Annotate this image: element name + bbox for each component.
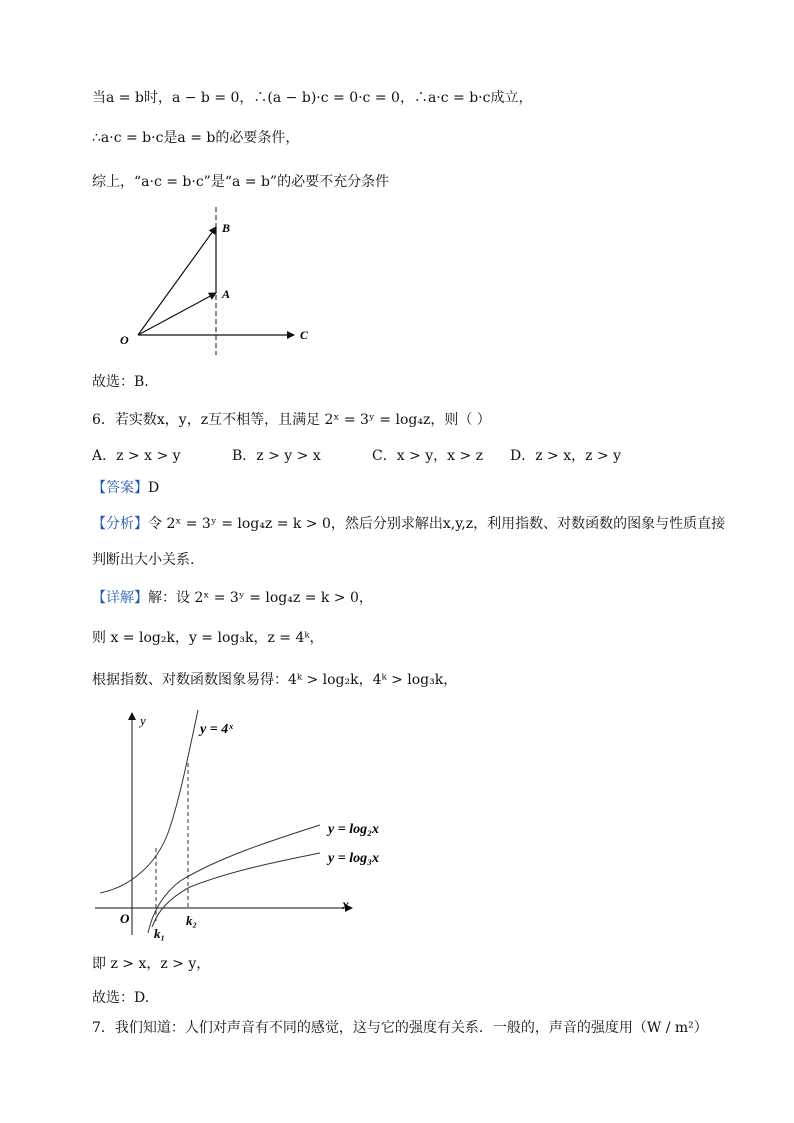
function-graph [90,705,400,945]
vector-oa [138,293,216,335]
log2-label: y = log₂x [328,822,379,837]
vector-diagram [110,205,350,355]
option-b: B．z > y > x [232,448,321,464]
question-7-stem: 7．我们知道：人们对声音有不同的感觉，这与它的强度有关系．一般的，声音的强度用（W / m²） [92,1020,708,1036]
log3-label: y = log₃x [328,851,379,866]
origin-label: O [120,911,130,926]
k2-label: k₂ [186,913,198,928]
x-axis-label: x [342,898,349,913]
analysis-line-2: 判断出大小关系. [92,552,195,568]
label-b: B [222,221,231,235]
detail-tag: 【详解】 [92,590,148,606]
detail-line [92,588,373,608]
vector-ob [138,227,216,335]
solution-line-2: ∴a·c = b·c是a = b的必要条件， [92,130,300,146]
question-6-stem: 6．若实数x，y，z互不相等，且满足 2ˣ = 3ʸ = log₄z，则（ ） [92,412,491,428]
analysis-text: 令 2ˣ = 3ʸ = log₄z = k > 0，然后分别求解出x,y,z，利用指数、对数函数的图象与性质直接 [148,516,726,532]
y-axis-label: y [140,713,146,728]
log3-curve [152,853,320,927]
final-choice-line: 故选：D. [92,990,150,1006]
option-d: D．z > x，z > y [510,448,622,464]
option-c: C．x > y，x > z [372,448,484,464]
detail-line-2: 则 x = log₂k，y = log₃k，z = 4ᵏ， [92,630,324,646]
label-a: A [222,287,231,301]
solution-line-1: 当a = b时，a − b = 0，∴(a − b)·c = 0·c = 0，∴a·c = b·c成立， [92,90,533,106]
exp-curve [100,710,198,893]
analysis-line [92,514,725,534]
log2-curve [148,825,320,933]
label-c: C [300,328,309,342]
exp-label: y = 4ˣ [200,722,233,737]
detail-line-3: 根据指数、对数函数图象易得：4ᵏ > log₂k，4ᵏ > log₃k， [92,672,458,688]
answer-tag: 【答案】 [92,480,148,496]
analysis-tag: 【分析】 [92,516,148,532]
label-o: O [120,333,129,347]
option-a: A．z > x > y [92,448,181,464]
answer-choice-line: 故选：B. [92,374,149,390]
solution-line-3: 综上，“a·c = b·c”是“a = b”的必要不充分条件 [92,174,390,190]
answer-value: D [148,480,160,496]
answer-line [92,478,159,498]
k1-label: k₁ [154,926,166,941]
detail-text: 解：设 2ˣ = 3ʸ = log₄z = k > 0， [148,590,373,606]
conclusion-line: 即 z > x，z > y， [92,956,211,972]
